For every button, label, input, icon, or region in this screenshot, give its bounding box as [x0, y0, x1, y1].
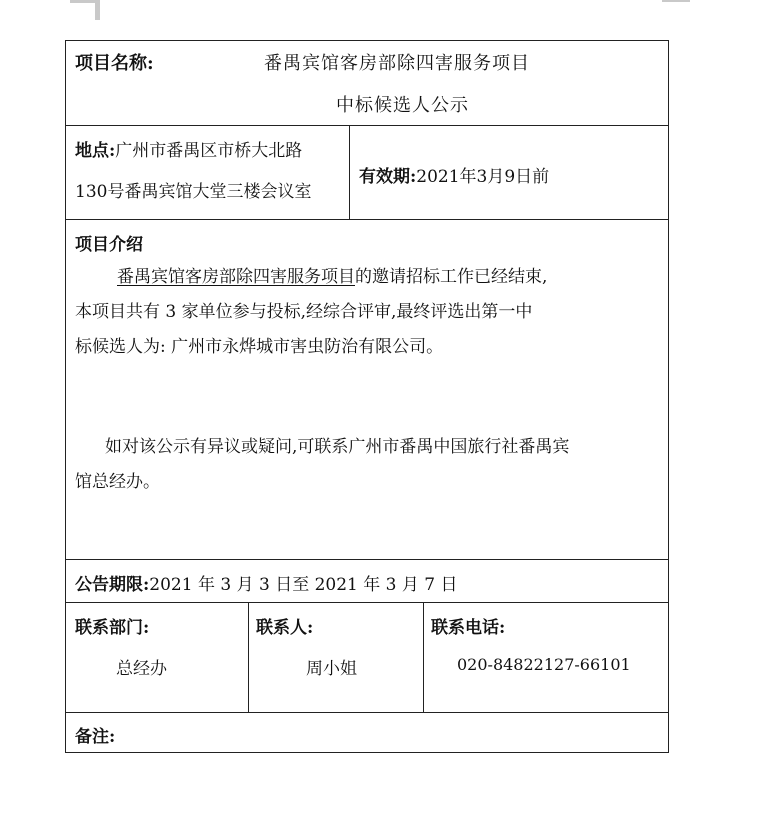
location-cell [66, 126, 350, 219]
contact-phone-label: 联系电话: [431, 618, 506, 638]
location-label: 地点: [75, 141, 116, 161]
contact-person-cell [249, 603, 424, 712]
notice-period-text [75, 570, 458, 595]
intro-row [66, 220, 668, 560]
notice-table [65, 40, 669, 753]
contact-dept-value: 总经办 [116, 659, 167, 679]
validity-text [359, 162, 549, 187]
contact-phone-value: 020-84822127-66101 [457, 655, 631, 674]
remarks-label: 备注: [75, 727, 116, 747]
intro-p1-line1 [75, 260, 665, 295]
contact-person-value: 周小姐 [306, 659, 357, 679]
contact-dept-cell [66, 603, 249, 712]
contact-dept-label: 联系部门: [75, 618, 150, 638]
page-corner-mark [70, 0, 98, 3]
intro-p1-line2: 本项目共有 3 家单位参与投标,经综合评审,最终评选出第一中 [75, 302, 533, 322]
project-name-label: 项目名称: [75, 53, 154, 74]
validity-value: 2021年3月9日前 [416, 167, 550, 187]
location-address: 广州市番禺区市桥大北路 [115, 141, 303, 161]
project-title-line1: 番禺宾馆客房部除四害服务项目 [264, 53, 530, 74]
intro-paragraph-1 [75, 260, 665, 365]
intro-p1-line1-rest: 的邀请招标工作已经结束, [355, 267, 548, 287]
notice-period-label: 公告期限: [75, 575, 150, 595]
validity-label: 有效期: [359, 167, 417, 187]
notice-period-row [66, 560, 668, 603]
contact-row [66, 603, 668, 713]
contact-person-label: 联系人: [256, 618, 314, 638]
location-line1 [75, 136, 302, 161]
intro-p2-line2: 馆总经办。 [75, 472, 160, 492]
notice-period-value: 2021 年 3 月 3 日至 2021 年 3 月 7 日 [149, 575, 458, 595]
intro-paragraph-2 [75, 430, 665, 500]
project-title-line2: 中标候选人公示 [336, 95, 469, 116]
validity-cell [350, 126, 668, 219]
intro-p1-line3: 标候选人为: 广州市永烨城市害虫防治有限公司。 [75, 337, 444, 357]
intro-project-name: 番禺宾馆客房部除四害服务项目 [117, 267, 355, 287]
contact-phone-cell [424, 603, 668, 712]
page-corner-mark [95, 0, 100, 20]
intro-p2-line1: 如对该公示有异议或疑问,可联系广州市番禺中国旅行社番禺宾 [105, 437, 570, 457]
intro-heading: 项目介绍 [75, 235, 143, 255]
location-line2: 130号番禺宾馆大堂三楼会议室 [75, 182, 312, 202]
location-row [66, 126, 668, 220]
project-name-row [66, 41, 668, 126]
page-corner-mark [662, 0, 690, 2]
remarks-row [66, 713, 668, 753]
